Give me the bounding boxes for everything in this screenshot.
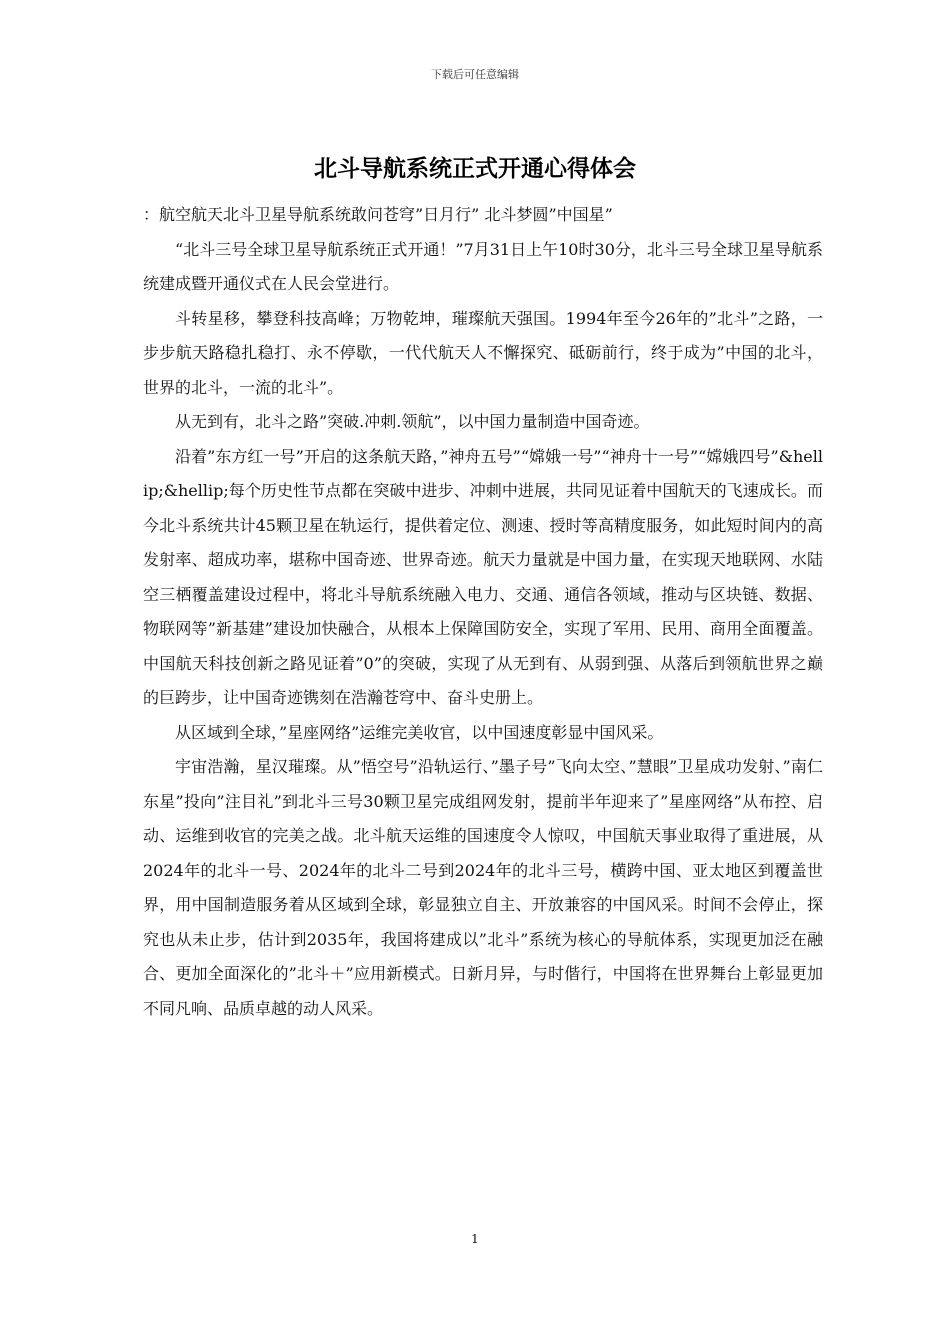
paragraph: 沿着”东方红一号”开启的这条航天路，”神舟五号”“嫦娥一号”“神舟十一号”“嫦娥四号”&hellip;&hellip;每个历史性节点都在突破中进步、冲刺中进展，共同见证着中国航天的飞速成长。而今北斗系统共计45颗卫星在轨运行，提供着定位、测速、授时等高精度服务，如此短时间内的高发射率、超成功率，堪称中国奇迹、世界奇迹。航天力量就是中国力量，在实现天地联网、水陆空三栖覆盖建设过程中，将北斗导航系统融入电力、交通、通信各领域，推动与区块链、数据、物联网等”新基建”建设加快融合，从根本上保障国防安全，实现了军用、民用、商用全面覆盖。中国航天科技创新之路见证着”0”的突破，实现了从无到有、从弱到强、从落后到领航世界之巅的巨跨步，让中国奇迹镌刻在浩瀚苍穹中、奋斗史册上。 — [143, 446, 823, 707]
paragraph-subtitle: ：航空航天北斗卫星导航系统敢问苍穹”日月行” 北斗梦圆”中国星” — [143, 205, 613, 224]
header-note: 下载后可任意编辑 — [431, 68, 519, 81]
paragraph: 从无到有，北斗之路”突破.冲刺.领航”，以中国力量制造中国奇迹。 — [175, 412, 650, 431]
document-body — [143, 198, 823, 1026]
page-number: 1 — [471, 1232, 479, 1246]
paragraph: 从区域到全球，”星座网络”运维完美收官，以中国速度彰显中国风采。 — [175, 722, 664, 742]
paragraph: 斗转星移，攀登科技高峰；万物乾坤，璀璨航天强国。1994年至今26年的”北斗”之路，一步步航天路稳扎稳打、永不停歇，一代代航天人不懈探究、砥砺前行，终于成为”中国的北斗，世界的北斗，一流的北斗”。 — [143, 308, 823, 397]
document-title: 北斗导航系统正式开通心得体会 — [314, 156, 636, 182]
paragraph: 宇宙浩瀚，星汉璀璨。从”悟空号”沿轨运行、”墨子号”飞向太空、”慧眼”卫星成功发射、”南仁东星”投向”注目礼”到北斗三号30颗卫星完成组网发射，提前半年迎来了”星座网络”从布控、启动、运维到收官的完美之战。北斗航天运维的国速度令人惊叹，中国航天事业取得了重进展，从2024年的北斗一号、2024年的北斗二号到2024年的北斗三号，横跨中国、亚太地区到覆盖世界，用中国制造服务着从区域到全球，彰显独立自主、开放兼容的中国风采。时间不会停止，探究也从未止步，估计到2035年，我国将建成以”北斗”系统为核心的导航体系，实现更加泛在融合、更加全面深化的”北斗＋”应用新模式。日新月异，与时偕行，中国将在世界舞台上彰显更加不同凡响、品质卓越的动人风采。 — [143, 757, 823, 1018]
paragraph: “北斗三号全球卫星导航系统正式开通！”7月31日上午10时30分，北斗三号全球卫星导航系统建成暨开通仪式在人民会堂进行。 — [143, 239, 823, 293]
